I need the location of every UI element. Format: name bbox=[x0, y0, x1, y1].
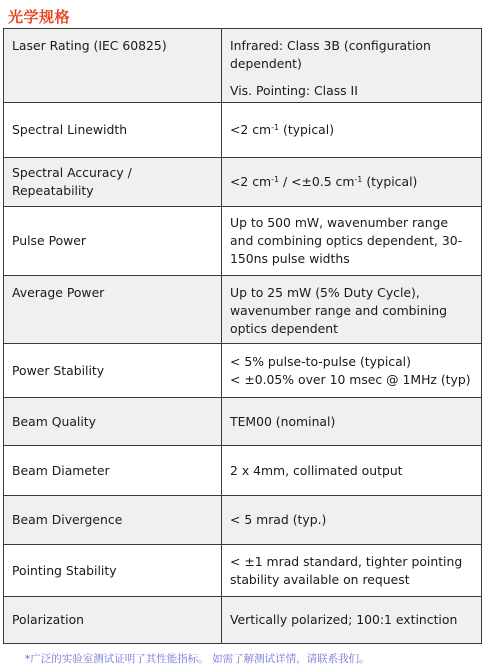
table-row bbox=[4, 398, 482, 446]
row-label-beam-diameter: Beam Diameter bbox=[4, 446, 222, 496]
table-row bbox=[4, 158, 482, 207]
table-row bbox=[4, 344, 482, 398]
table-row bbox=[4, 597, 482, 644]
row-value-beam-quality: TEM00 (nominal) bbox=[222, 398, 482, 446]
row-value-pulse-power: Up to 500 mW, wavenumber range and combining optics dependent, 30-150ns pulse widths bbox=[222, 207, 482, 276]
laser-rating-infrared: Infrared: Class 3B (configuration dependent) bbox=[230, 38, 431, 71]
table-row bbox=[4, 446, 482, 496]
accuracy-value: <2 cm bbox=[230, 174, 272, 189]
row-label-beam-divergence: Beam Divergence bbox=[4, 496, 222, 545]
row-value-pointing-stability: < ±1 mrad standard, tighter pointing stability available on request bbox=[222, 545, 482, 597]
row-value-spectral-accuracy bbox=[222, 158, 482, 207]
row-label-pointing-stability: Pointing Stability bbox=[4, 545, 222, 597]
table-row bbox=[4, 29, 482, 103]
row-value-beam-divergence: < 5 mrad (typ.) bbox=[222, 496, 482, 545]
row-value-power-stability bbox=[222, 344, 482, 398]
row-label-polarization: Polarization bbox=[4, 597, 222, 644]
row-value-average-power: Up to 25 mW (5% Duty Cycle), wavenumber range and combining optics dependent bbox=[222, 276, 482, 344]
linewidth-exponent: -1 bbox=[271, 123, 280, 132]
row-label-beam-quality: Beam Quality bbox=[4, 398, 222, 446]
accuracy-suffix: (typical) bbox=[362, 174, 418, 189]
optical-spec-table bbox=[3, 28, 482, 644]
row-value-laser-rating bbox=[222, 29, 482, 103]
table-row bbox=[4, 496, 482, 545]
section-title: 光学规格 bbox=[8, 8, 71, 26]
row-label-power-stability: Power Stability bbox=[4, 344, 222, 398]
row-label-laser-rating: Laser Rating (IEC 60825) bbox=[4, 29, 222, 103]
row-label-spectral-linewidth: Spectral Linewidth bbox=[4, 103, 222, 158]
short-term-stability: < ±0.05% over 10 msec @ 1MHz (typ) bbox=[230, 371, 471, 387]
laser-rating-visible: Vis. Pointing: Class II bbox=[230, 83, 358, 98]
accuracy-exponent: -1 bbox=[271, 175, 280, 184]
linewidth-suffix: (typical) bbox=[279, 122, 335, 137]
pulse-to-pulse-stability: < 5% pulse-to-pulse (typical) bbox=[230, 353, 411, 369]
repeatability-value: / <±0.5 cm bbox=[279, 174, 355, 189]
table-row bbox=[4, 103, 482, 158]
row-value-spectral-linewidth bbox=[222, 103, 482, 158]
table-row bbox=[4, 276, 482, 344]
footnote: *广泛的实验室测试证明了其性能指标。 如需了解测试详情，请联系我们。 bbox=[25, 653, 370, 665]
row-label-average-power: Average Power bbox=[4, 276, 222, 344]
row-value-beam-diameter: 2 x 4mm, collimated output bbox=[222, 446, 482, 496]
table-row bbox=[4, 207, 482, 276]
table-row bbox=[4, 545, 482, 597]
row-value-polarization: Vertically polarized; 100:1 extinction bbox=[222, 597, 482, 644]
row-label-spectral-accuracy: Spectral Accuracy / Repeatability bbox=[4, 158, 222, 207]
repeatability-exponent: -1 bbox=[354, 175, 363, 184]
row-label-pulse-power: Pulse Power bbox=[4, 207, 222, 276]
linewidth-value: <2 cm bbox=[230, 122, 272, 137]
